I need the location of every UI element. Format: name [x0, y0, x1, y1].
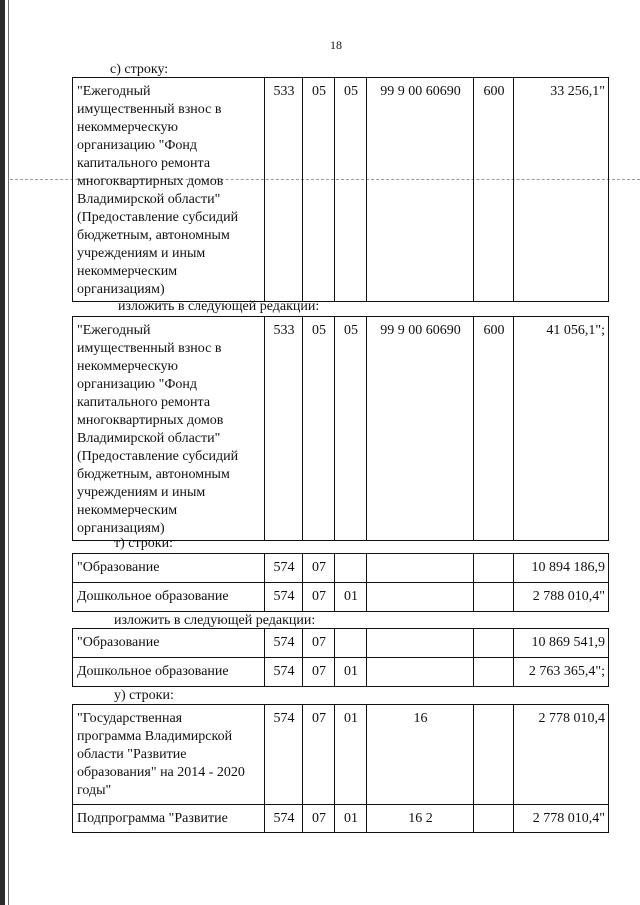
amount-cell: 33 256,1" — [514, 78, 609, 302]
table-section-u — [72, 704, 609, 833]
expense-type-cell — [474, 554, 514, 583]
scan-edge — [0, 0, 5, 905]
expense-type-cell: 600 — [474, 317, 514, 541]
subsection-cell: 01 — [335, 805, 367, 833]
target-cell — [367, 554, 474, 583]
table-row — [73, 705, 609, 805]
amount-cell: 2 763 365,4"; — [514, 658, 609, 687]
amount-cell: 2 778 010,4 — [514, 705, 609, 805]
section-cell: 07 — [303, 629, 335, 658]
code-cell: 533 — [265, 317, 303, 541]
row-name-cell: Подпрограмма "Развитие — [73, 805, 265, 833]
subsection-cell: 05 — [335, 317, 367, 541]
expense-type-cell: 600 — [474, 78, 514, 302]
code-cell: 574 — [265, 554, 303, 583]
expense-type-cell — [474, 705, 514, 805]
code-cell: 574 — [265, 658, 303, 687]
target-cell — [367, 629, 474, 658]
row-name-cell: "Государственная программа Владимирской области "Развитие образования" на 2014 - 2020 годы" — [73, 705, 265, 805]
row-name-cell: "Ежегодный имущественный взнос в некоммерческую организацию "Фонд капитального ремонта многоквартирных домов Владимирской области" (Предоставление субсидий бюджетным, автономным учреждениям и иным некоммерческим организациям) — [73, 78, 265, 302]
section-cell: 07 — [303, 705, 335, 805]
target-cell: 99 9 00 60690 — [367, 317, 474, 541]
target-cell: 16 2 — [367, 805, 474, 833]
target-cell: 16 — [367, 705, 474, 805]
row-name-cell: "Образование — [73, 554, 265, 583]
row-name-cell: Дошкольное образование — [73, 583, 265, 612]
section-u-label: у) строки: — [114, 688, 174, 703]
amount-cell: 41 056,1"; — [514, 317, 609, 541]
table-row — [73, 629, 609, 658]
amount-cell: 2 778 010,4" — [514, 805, 609, 833]
target-cell: 99 9 00 60690 — [367, 78, 474, 302]
table-section-t-new — [72, 628, 609, 687]
section-t-label: т) строки: — [114, 536, 173, 551]
page-number: 18 — [330, 38, 342, 52]
expense-type-cell — [474, 629, 514, 658]
amount-cell: 10 894 186,9 — [514, 554, 609, 583]
table-row — [73, 554, 609, 583]
section-c-new-label: изложить в следующей редакции: — [118, 299, 320, 314]
code-cell: 574 — [265, 705, 303, 805]
section-cell: 07 — [303, 583, 335, 612]
row-name-cell: "Образование — [73, 629, 265, 658]
row-name-cell: Дошкольное образование — [73, 658, 265, 687]
code-cell: 533 — [265, 78, 303, 302]
subsection-cell — [335, 554, 367, 583]
subsection-cell: 01 — [335, 658, 367, 687]
table-row — [73, 583, 609, 612]
section-t-new-label: изложить в следующей редакции: — [114, 613, 316, 628]
amount-cell: 2 788 010,4" — [514, 583, 609, 612]
code-cell: 574 — [265, 583, 303, 612]
section-c-label: с) строку: — [110, 62, 169, 77]
table-section-c-new — [72, 316, 609, 541]
amount-cell: 10 869 541,9 — [514, 629, 609, 658]
code-cell: 574 — [265, 629, 303, 658]
section-cell: 07 — [303, 658, 335, 687]
subsection-cell: 05 — [335, 78, 367, 302]
expense-type-cell — [474, 805, 514, 833]
section-cell: 05 — [303, 78, 335, 302]
section-cell: 07 — [303, 805, 335, 833]
expense-type-cell — [474, 658, 514, 687]
scan-edge-line — [8, 0, 9, 905]
table-section-c — [72, 77, 609, 302]
row-name-cell: "Ежегодный имущественный взнос в некоммерческую организацию "Фонд капитального ремонта многоквартирных домов Владимирской области" (Предоставление субсидий бюджетным, автономным учреждениям и иным некоммерческим организациям) — [73, 317, 265, 541]
table-section-t — [72, 553, 609, 612]
table-row — [73, 78, 609, 302]
subsection-cell: 01 — [335, 583, 367, 612]
subsection-cell: 01 — [335, 705, 367, 805]
subsection-cell — [335, 629, 367, 658]
section-cell: 07 — [303, 554, 335, 583]
section-cell: 05 — [303, 317, 335, 541]
expense-type-cell — [474, 583, 514, 612]
target-cell — [367, 583, 474, 612]
table-row — [73, 805, 609, 833]
code-cell: 574 — [265, 805, 303, 833]
target-cell — [367, 658, 474, 687]
table-row — [73, 317, 609, 541]
table-row — [73, 658, 609, 687]
